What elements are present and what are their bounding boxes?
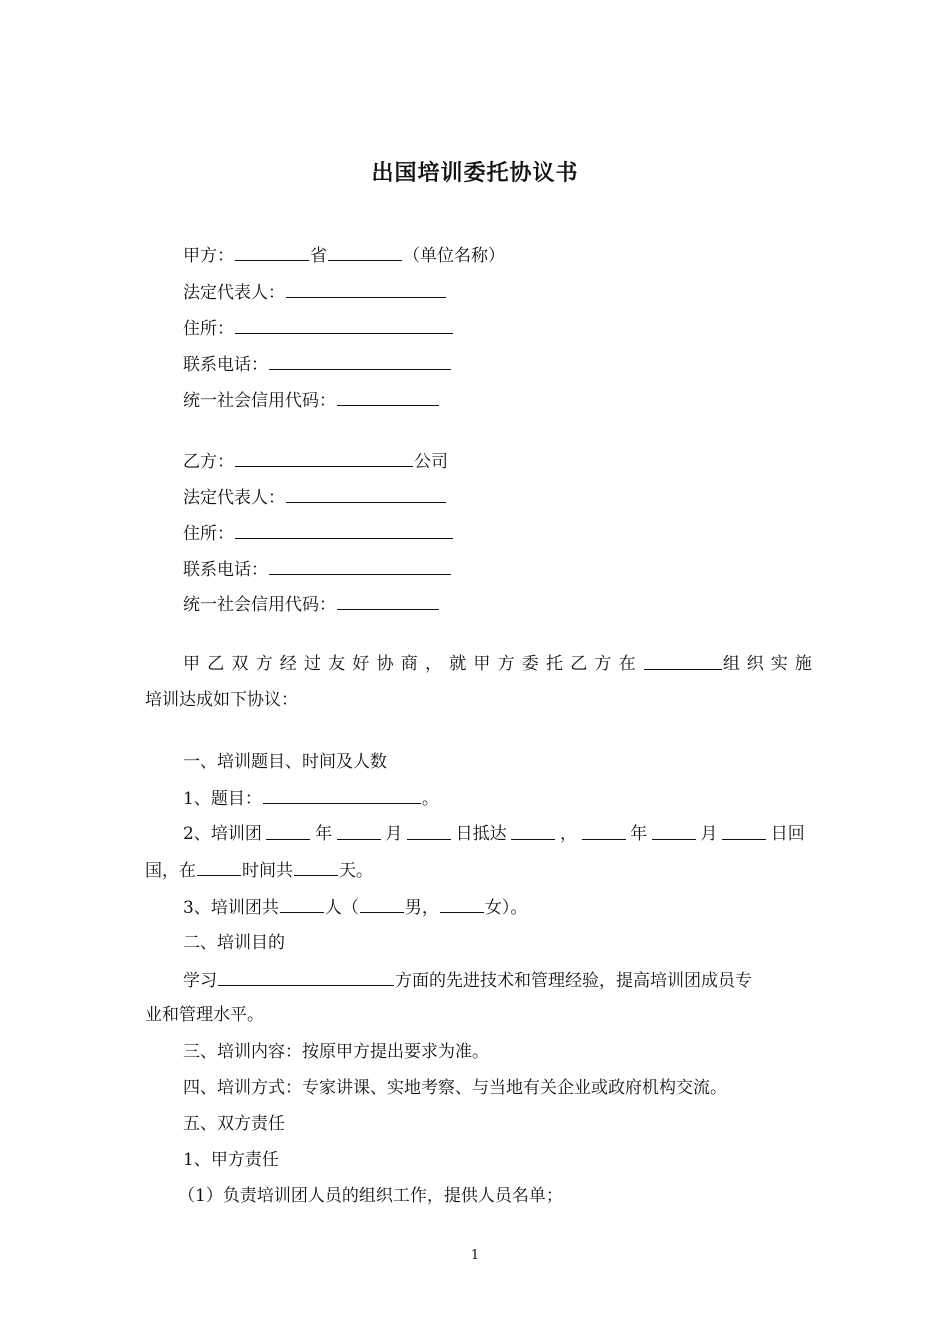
party-b-phone-line [183,557,452,582]
legal-rep-blank[interactable] [286,485,446,503]
time-blank[interactable] [197,858,241,876]
intro-tail [643,652,819,676]
item3-part3: 男， [404,898,439,918]
month-label: 月 [700,824,718,844]
section-2-heading: 二、培训目的 [183,933,285,953]
credit-code-label: 统一社会信用代码： [183,391,336,411]
credit-code-label: 统一社会信用代码： [183,595,336,615]
section-2-line-1 [183,968,752,993]
people-blank[interactable] [280,895,324,913]
topic-blank[interactable] [263,786,421,804]
company-blank[interactable] [235,449,413,467]
credit-code-blank[interactable] [337,388,439,406]
party-a-phone-line [183,352,452,377]
address-label: 住所： [183,524,234,544]
intro-line-1 [183,652,819,676]
field-blank[interactable] [218,968,394,986]
party-b-legal-rep-line [183,485,447,510]
page-number: 1 [470,1248,480,1263]
cont-1: 国，在 [145,861,196,881]
item2-prefix: 2、培训团 [183,824,262,844]
legal-rep-label: 法定代表人： [183,283,285,303]
year-label: 年 [630,824,648,844]
section-3: 三、培训内容：按原甲方提出要求为准。 [183,1042,489,1062]
phone-label: 联系电话： [183,560,268,580]
section-4: 四、培训方式：专家讲课、实地考察、与当地有关企业或政府机构交流。 [183,1078,727,1098]
unit-note: （单位名称） [403,246,505,266]
purpose-text: 方面的先进技术和管理经验，提高培训团成员专 [395,971,752,991]
item3-part4: 女）。 [484,898,528,918]
topic-label: 1、题目： [183,789,262,809]
section-1-heading: 一、培训题目、时间及人数 [183,752,387,772]
comma: ， [559,824,577,844]
company-suffix: 公司 [414,452,448,472]
address-blank[interactable] [235,521,453,539]
section-1-item-3 [183,895,527,920]
party-b-credit-line [183,592,440,617]
party-a-label: 甲方： [183,246,234,266]
party-a-address-line [183,316,454,341]
party-b-line [183,449,448,474]
intro-part2: 组织实施 [722,654,819,674]
cont-2: 时间共 [242,861,293,881]
section-5-heading: 五、双方责任 [183,1114,285,1134]
section-1-item-2 [183,822,805,846]
intro-line-2: 培训达成如下协议： [145,690,298,710]
arrive-month-blank[interactable] [337,822,381,840]
province-blank[interactable] [235,243,309,261]
section-2-line-2: 业和管理水平。 [145,1005,264,1025]
party-a-credit-line [183,388,440,413]
item3-prefix: 3、培训团共 [183,898,279,918]
return-month-blank[interactable] [652,822,696,840]
return-year-blank[interactable] [582,822,626,840]
days-blank[interactable] [294,858,338,876]
arrive-day-blank[interactable] [407,822,451,840]
month-label: 月 [385,824,403,844]
address-label: 住所： [183,319,234,339]
party-a-legal-rep-line [183,280,447,305]
credit-code-blank[interactable] [337,592,439,610]
year-label: 年 [315,824,333,844]
section-5-sub-1: 1、甲方责任 [183,1150,279,1170]
address-blank[interactable] [235,316,453,334]
party-a-line [183,243,505,268]
arrive-place-blank[interactable] [511,822,555,840]
section-5-item-1: （1）负责培训团人员的组织工作，提供人员名单； [178,1186,563,1206]
day-arrive-label: 日抵达 [455,824,507,844]
male-blank[interactable] [360,895,404,913]
document-title: 出国培训委托协议书 [371,160,579,186]
section-1-item-2-cont [145,858,373,883]
legal-rep-blank[interactable] [286,280,446,298]
legal-rep-label: 法定代表人： [183,488,285,508]
location-blank[interactable] [644,652,722,670]
female-blank[interactable] [440,895,484,913]
province-suffix: 省 [310,246,327,266]
cont-3: 天。 [339,861,373,881]
topic-suffix: 。 [421,789,439,809]
intro-part1: 甲乙双方经过友好协商，就甲方委托乙方在 [183,654,643,674]
party-b-label: 乙方： [183,452,234,472]
day-return-label: 日回 [770,824,805,844]
arrive-year-blank[interactable] [266,822,310,840]
phone-blank[interactable] [269,352,451,370]
study-label: 学习 [183,971,217,991]
item3-part2: 人（ [324,898,359,918]
return-day-blank[interactable] [722,822,766,840]
unit-blank[interactable] [328,243,402,261]
phone-blank[interactable] [269,557,451,575]
party-b-address-line [183,521,454,546]
phone-label: 联系电话： [183,355,268,375]
section-1-item-1 [183,786,439,811]
